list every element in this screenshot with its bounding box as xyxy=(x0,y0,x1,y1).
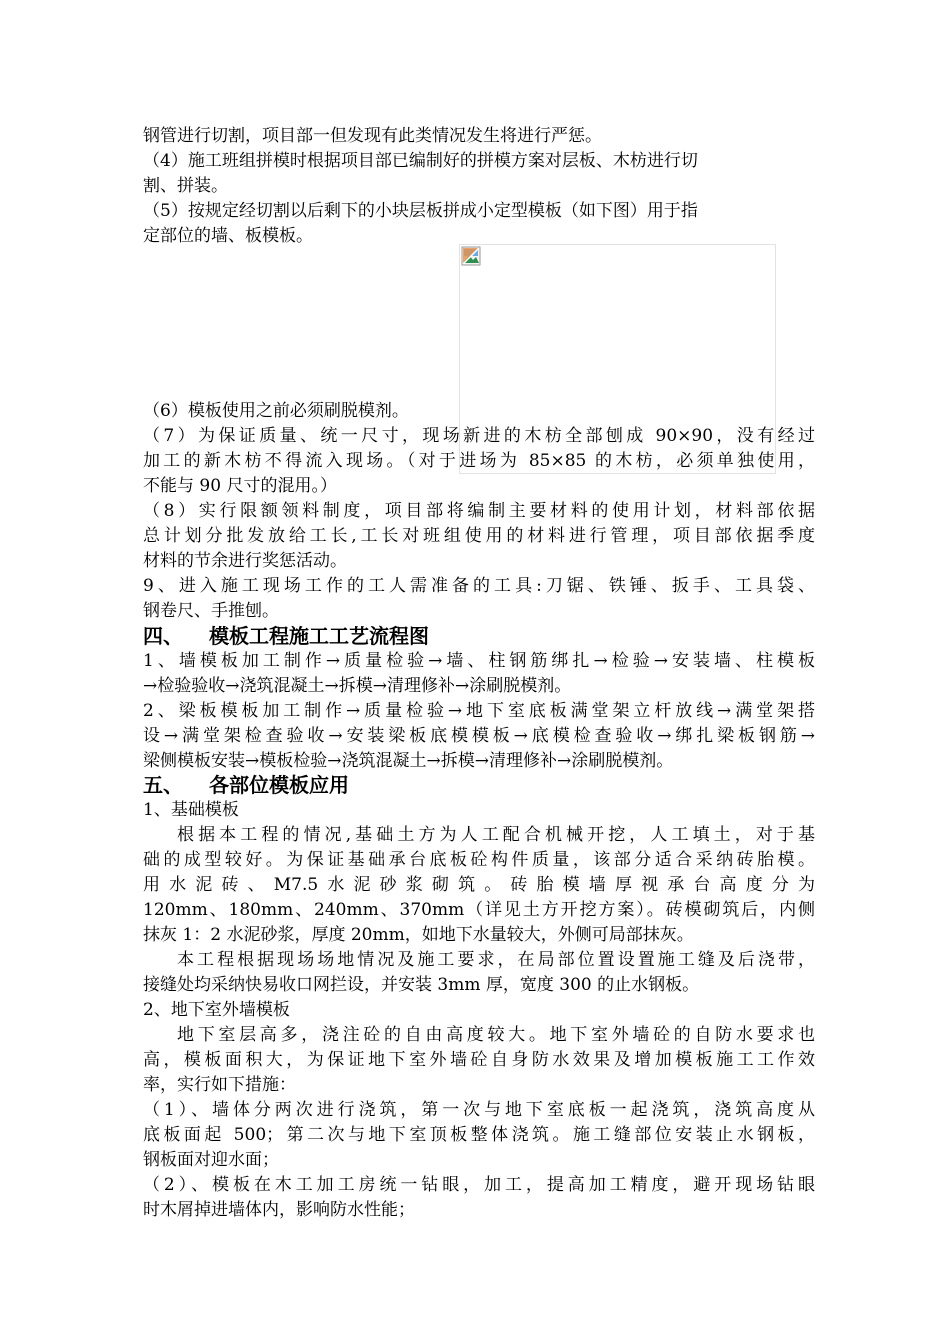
text-line: 设→满堂架检查验收→安装梁板底模模板→底模检查验收→绑扎梁板钢筋→ xyxy=(143,726,815,746)
broken-image-icon xyxy=(461,246,481,266)
text-line: 2、梁板模板加工制作→质量检验→地下室底板满堂架立杆放线→满堂架搭 xyxy=(143,701,815,721)
text-line: 时木屑掉进墙体内，影响防水性能； xyxy=(143,1200,415,1220)
text-line: （6）模板使用之前必须刷脱模剂。 xyxy=(143,401,409,421)
section-heading-5 xyxy=(143,772,815,798)
text-line: 高，模板面积大，为保证地下室外墙砼自身防水效果及增加模板施工工作效 xyxy=(143,1050,815,1070)
text-line: 底板面起 500；第二次与地下室顶板整体浇筑。施工缝部位安装止水钢板， xyxy=(143,1125,815,1145)
section-title: 模板工程施工工艺流程图 xyxy=(209,624,429,648)
section-title: 各部位模板应用 xyxy=(209,773,349,797)
text-line: 120mm、180mm、240mm、370mm（详见土方开挖方案）。砖模砌筑后，内侧 xyxy=(143,900,815,920)
text-line: （1）、墙体分两次进行浇筑，第一次与地下室底板一起浇筑，浇筑高度从 xyxy=(143,1100,815,1120)
text-line: 钢管进行切割，项目部一但发现有此类情况发生将进行严惩。 xyxy=(143,126,602,146)
section-number: 四、 xyxy=(143,624,183,648)
text-line: 割、拼装。 xyxy=(143,176,228,196)
text-line: 本工程根据现场场地情况及施工要求，在局部位置设置施工缝及后浇带， xyxy=(177,950,815,970)
text-line: 率，实行如下措施： xyxy=(143,1075,296,1095)
text-line: 加工的新木枋不得流入现场。（对于进场为 85×85 的木枋，必须单独使用， xyxy=(143,451,815,471)
text-line: 不能与 90 尺寸的混用。） xyxy=(143,476,337,496)
subsection-title: 1、基础模板 xyxy=(143,800,239,820)
section-number: 五、 xyxy=(143,773,183,797)
text-line: 地下室层高多，浇注砼的自由高度较大。地下室外墙砼的自防水要求也 xyxy=(177,1025,815,1045)
text-line: 9、进入施工现场工作的工人需准备的工具:刀锯、铁锤、扳手、工具袋、 xyxy=(143,576,815,596)
text-line: →检验验收→浇筑混凝土→拆模→清理修补→涂刷脱模剂。 xyxy=(143,676,572,696)
text-line: 总计划分批发放给工长,工长对班组使用的材料进行管理，项目部依据季度 xyxy=(143,526,815,546)
text-line: 础的成型较好。为保证基础承台底板砼构件质量，该部分适合采纳砖胎模。 xyxy=(143,850,815,870)
section-heading-4 xyxy=(143,623,815,649)
subsection-title: 2、地下室外墙模板 xyxy=(143,1000,290,1020)
text-line: 根据本工程的情况,基础土方为人工配合机械开挖，人工填土，对于基 xyxy=(177,825,815,845)
text-line: 抹灰 1：2 水泥砂浆，厚度 20mm，如地下水量较大，外侧可局部抹灰。 xyxy=(143,925,694,945)
text-line: 用水泥砖、M7.5水泥砂浆砌筑。砖胎模墙厚视承台高度分为 xyxy=(143,875,815,895)
text-line: （7）为保证质量、统一尺寸，现场新进的木枋全部刨成 90×90，没有经过 xyxy=(143,426,815,446)
text-line: （5）按规定经切割以后剩下的小块层板拼成小定型模板（如下图）用于指 xyxy=(143,201,698,221)
text-line: 钢卷尺、手推刨。 xyxy=(143,601,279,621)
text-line: 梁侧模板安装→模板检验→浇筑混凝土→拆模→清理修补→涂刷脱模剂。 xyxy=(143,751,674,771)
text-line: （8）实行限额领料制度，项目部将编制主要材料的使用计划，材料部依据 xyxy=(143,501,815,521)
text-line: 钢板面对迎水面； xyxy=(143,1150,279,1170)
text-line: （2）、模板在木工加工房统一钻眼，加工，提高加工精度，避开现场钻眼 xyxy=(143,1175,815,1195)
text-line: 定部位的墙、板模板。 xyxy=(143,226,313,246)
text-line: 接缝处均采纳快易收口网拦设，并安装 3mm 厚，宽度 300 的止水钢板。 xyxy=(143,975,700,995)
text-line: 1、墙模板加工制作→质量检验→墙、柱钢筋绑扎→检验→安装墙、柱模板 xyxy=(143,651,815,671)
text-line: 材料的节余进行奖惩活动。 xyxy=(143,551,347,571)
text-line: （4）施工班组拼模时根据项目部已编制好的拼模方案对层板、木枋进行切 xyxy=(143,151,698,171)
